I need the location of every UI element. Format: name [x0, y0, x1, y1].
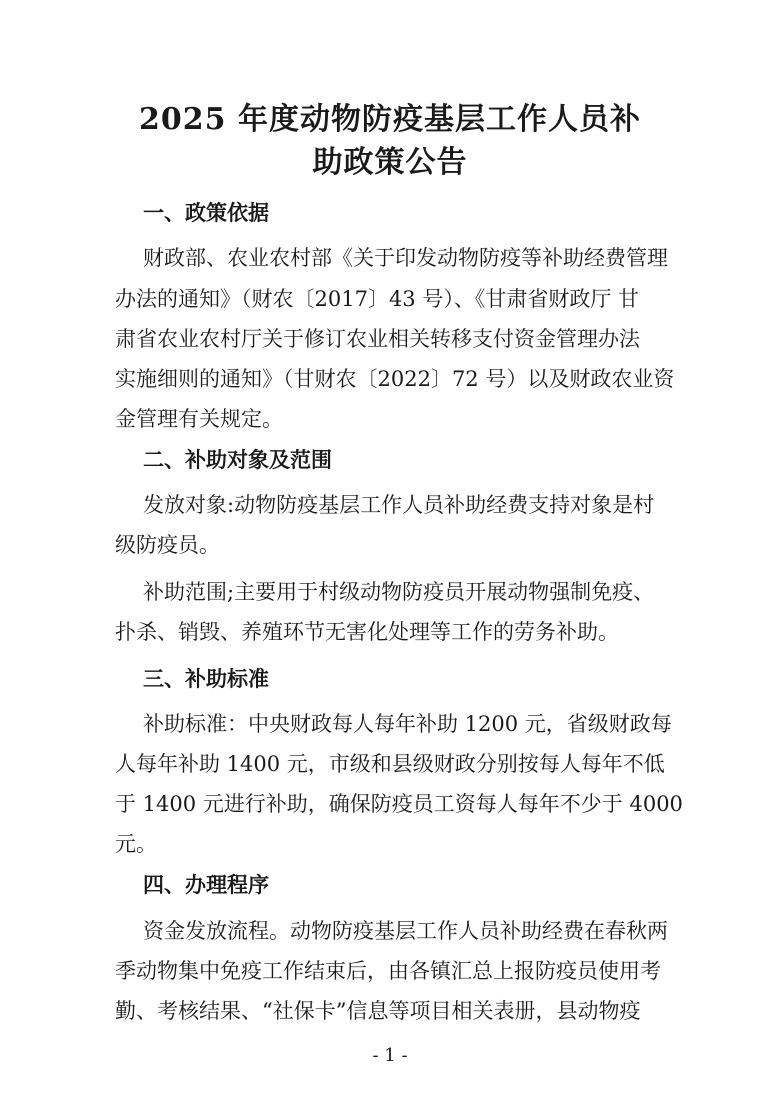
paragraph-line: 勤、考核结果、“社保卡”信息等项目相关表册，县动物疫 [115, 999, 641, 1023]
paragraph-line: 级防疫员。 [115, 533, 220, 557]
document-title-line-2: 助政策公告 [312, 145, 468, 180]
page-number: - 1 - [372, 1045, 408, 1066]
paragraph-line: 补助范围;主要用于村级动物防疫员开展动物强制免疫、 [143, 580, 655, 604]
paragraph-line: 办法的通知》（财农〔2017〕43 号）、《甘肃省财政厅 甘 [115, 287, 640, 311]
paragraph-line: 补助标准：中央财政每人每年补助 1200 元，省级财政每 [143, 712, 672, 736]
paragraph-line: 实施细则的通知》（甘财农〔2022〕72 号）以及财政农业资 [115, 367, 675, 391]
paragraph-line: 财政部、农业农村部《关于印发动物防疫等补助经费管理 [143, 246, 668, 270]
paragraph-line: 肃省农业农村厅关于修订农业相关转移支付资金管理办法 [115, 327, 640, 351]
paragraph-line: 元。 [115, 832, 157, 856]
paragraph-line: 发放对象:动物防疫基层工作人员补助经费支持对象是村 [143, 493, 655, 517]
section-heading-subsidy-standard: 三、补助标准 [143, 667, 269, 691]
paragraph-line: 金管理有关规定。 [115, 407, 283, 431]
paragraph-line: 人每年补助 1400 元，市级和县级财政分别按每人每年不低 [115, 752, 665, 776]
paragraph-line: 资金发放流程。动物防疫基层工作人员补助经费在春秋两 [143, 919, 668, 943]
section-heading-subsidy-scope: 二、补助对象及范围 [143, 448, 332, 472]
document-title-line-1: 2025 年度动物防疫基层工作人员补 [139, 102, 641, 137]
paragraph-line: 季动物集中免疫工作结束后，由各镇汇总上报防疫员使用考 [115, 959, 661, 983]
paragraph-line: 于 1400 元进行补助，确保防疫员工资每人每年不少于 4000 [115, 792, 683, 816]
paragraph-line: 扑杀、销毁、养殖环节无害化处理等工作的劳务补助。 [115, 620, 619, 644]
section-heading-procedure: 四、办理程序 [143, 873, 269, 897]
section-heading-policy-basis: 一、政策依据 [143, 201, 269, 225]
